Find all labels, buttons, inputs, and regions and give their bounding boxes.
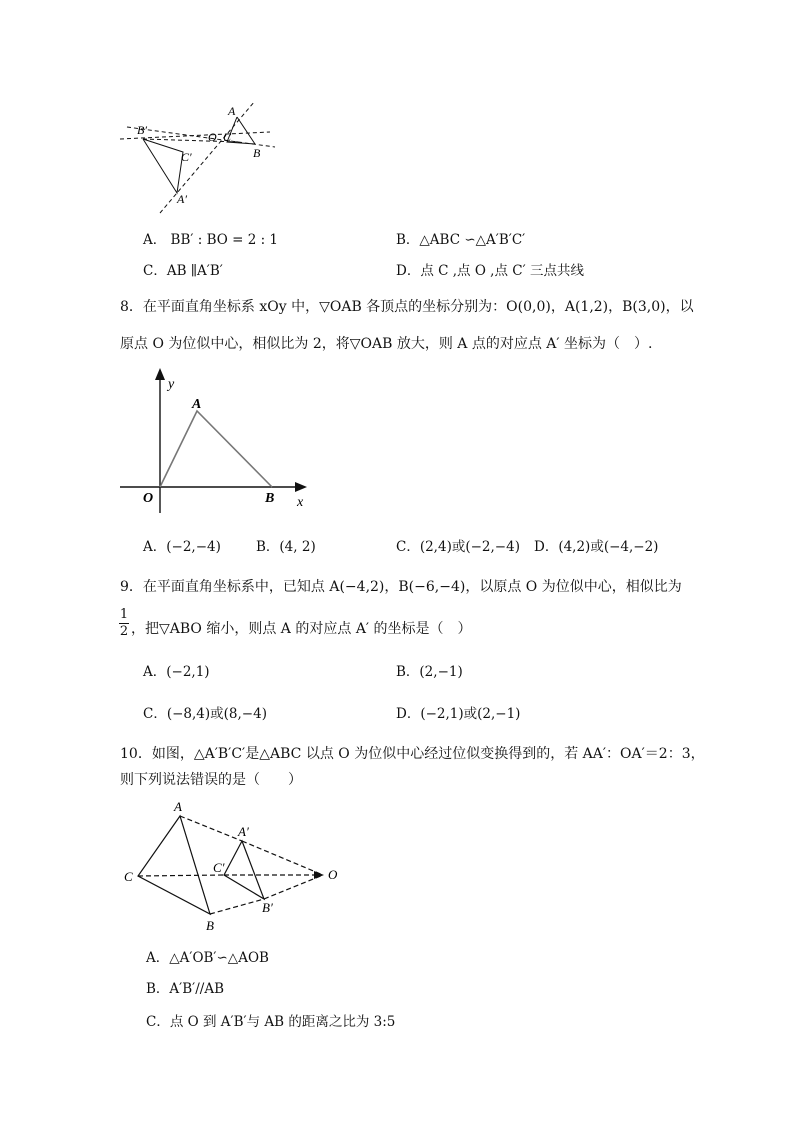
q9-option-a: A．(−2,1) <box>143 664 210 680</box>
q10-stem-line1: 10．如图，△A′B′C′是△ABC 以点 O 为位似中心经过位似变换得到的，若 AA′：OA′＝2：3， <box>120 746 705 762</box>
q8-option-a: A．(−2,−4) <box>143 539 221 555</box>
q9-option-b: B．(2,−1) <box>396 664 463 680</box>
q10-label-b: B <box>206 918 214 933</box>
q10-stem-line2: 则下列说法错误的是（ ） <box>120 772 302 788</box>
q7-label-a: A <box>228 104 236 118</box>
q10-label-o: O <box>328 867 338 882</box>
q7-option-c: C．AB ∥A′B′ <box>143 263 223 279</box>
q8-label-x: x <box>297 495 304 510</box>
q7-label-c: C <box>223 130 232 144</box>
q8-label-y: y <box>168 377 175 392</box>
q9-fraction <box>119 608 129 639</box>
q8-option-b: B．(4, 2) <box>256 539 316 555</box>
q9-fraction-denominator: 2 <box>119 624 129 639</box>
q8-stem-line2: 原点 O 为位似中心，相似比为 2，将▽OAB 放大，则 A 点的对应点 A′ 坐标为（ ）. <box>120 336 653 352</box>
q7-label-o: O <box>208 130 217 144</box>
q7-label-c-prime: C′ <box>181 150 192 164</box>
q10-option-c: C．点 O 到 A′B′与 AB 的距离之比为 3:5 <box>146 1014 396 1030</box>
q8-option-d: D．(4,2)或(−4,−2) <box>534 539 659 555</box>
q7-option-b: B．△ABC ∽△A′B′C′ <box>396 232 526 248</box>
q10-label-c: C <box>124 869 133 884</box>
q8-label-a: A <box>192 397 202 412</box>
q10-option-b: B．A′B′//AB <box>146 981 224 997</box>
q10-label-c-prime: C′ <box>213 860 225 875</box>
q8-stem-line1: 8．在平面直角坐标系 xOy 中，▽OAB 各顶点的坐标分别为：O(0,0)，A(1,2)，B(3,0)，以 <box>120 299 694 315</box>
q9-fraction-numerator: 1 <box>119 607 129 622</box>
q10-label-b-prime: B′ <box>262 900 273 915</box>
q8-label-o: O <box>143 491 154 506</box>
q7-option-d: D．点 C ,点 O ,点 C′ 三点共线 <box>396 263 584 279</box>
q7-option-a: A． BB′ : BO = 2 : 1 <box>143 232 279 248</box>
q8-option-c: C．(2,4)或(−2,−4) <box>396 539 520 555</box>
q9-stem-line1: 9．在平面直角坐标系中，已知点 A(−4,2)，B(−6,−4)，以原点 O 为位似中心，相似比为 <box>120 579 682 595</box>
q10-figure <box>118 796 348 936</box>
q9-option-c: C．(−8,4)或(8,−4) <box>143 706 267 722</box>
q8-label-b: B <box>265 491 275 506</box>
q7-label-b: B <box>253 146 261 160</box>
q9-stem-line2: ，把▽ABO 缩小，则点 A 的对应点 A′ 的坐标是（ ） <box>131 621 472 637</box>
q10-label-a-prime: A′ <box>238 824 249 839</box>
q10-label-a: A <box>174 799 182 814</box>
q7-label-a-prime: A′ <box>177 192 187 206</box>
q10-option-a: A．△A′OB′∽△AOB <box>146 950 269 966</box>
q8-figure <box>115 365 325 515</box>
q9-option-d: D．(−2,1)或(2,−1) <box>396 706 521 722</box>
q7-label-b-prime: B′ <box>137 123 147 137</box>
q7-figure <box>115 95 285 220</box>
